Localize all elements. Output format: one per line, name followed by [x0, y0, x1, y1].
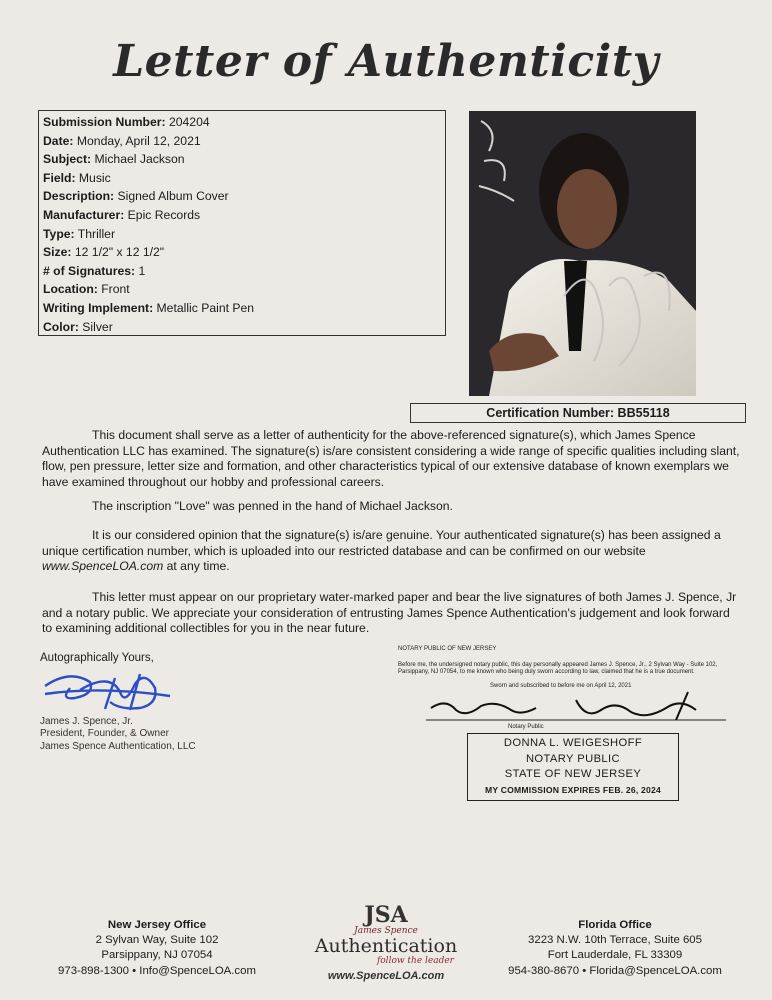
logo-authentication: Authentication — [314, 935, 458, 957]
info-key: Color: — [43, 319, 79, 334]
signer-block — [40, 652, 300, 753]
info-value: Michael Jackson — [94, 152, 185, 167]
album-cover-illustration — [469, 111, 696, 396]
info-key: Field: — [43, 170, 76, 185]
info-value: 204204 — [168, 115, 210, 129]
stamp-line: NOTARY PUBLIC — [525, 752, 621, 765]
office-contact[interactable]: 973-898-1300 • Info@SpenceLOA.com — [58, 964, 256, 977]
info-row — [43, 113, 445, 132]
info-key: Date: — [43, 133, 74, 148]
album-cover-photo — [469, 111, 696, 396]
info-key: Description: — [43, 189, 115, 204]
stamp-line: MY COMMISSION EXPIRES FEB. 26, 2024 — [485, 784, 661, 795]
info-row — [43, 299, 445, 318]
notary-heading: NOTARY PUBLIC OF NEW JERSEY — [398, 646, 497, 652]
info-row — [43, 169, 445, 188]
page-title: Letter of Authenticity — [113, 36, 659, 87]
info-row — [43, 187, 445, 206]
info-value: Metallic Paint Pen — [156, 300, 255, 315]
office-heading: New Jersey Office — [107, 919, 207, 931]
info-row — [43, 318, 445, 337]
website-link[interactable]: www.SpenceLOA.com — [42, 559, 164, 573]
signer-name: James J. Spence, Jr. — [40, 716, 133, 727]
notary-sworn: Sworn and subscribed to before me on April 12, 2021 — [490, 682, 632, 689]
stamp-line: DONNA L. WEIGESHOFF — [503, 737, 643, 749]
info-value: 1 — [138, 263, 146, 278]
info-value: Music — [78, 170, 111, 185]
logo-website-link[interactable]: www.SpenceLOA.com — [327, 970, 445, 982]
submission-info-box — [38, 110, 446, 336]
office-line: 2 Sylvan Way, Suite 102 — [95, 934, 219, 947]
info-row — [43, 280, 445, 299]
info-value: Signed Album Cover — [117, 189, 229, 204]
info-key: Type: — [43, 226, 75, 241]
signer-role: President, Founder, & Owner — [40, 728, 169, 740]
office-line: Fort Lauderdale, FL 33309 — [547, 949, 683, 962]
info-value: Monday, April 12, 2021 — [76, 133, 201, 148]
info-row — [43, 206, 445, 225]
jsa-logo — [300, 904, 472, 982]
signer-company: James Spence Authentication, LLC — [40, 740, 196, 752]
paragraph-opinion: It is our considered opinion that the signature(s) is/are genuine. Your authenticated signature(s) has been assigned a unique certification number, which is uploaded into our restricted database and can be confirmed on our website www.SpenceLOA.com at any time. — [42, 528, 721, 573]
paragraph-watermark: This letter must appear on our proprietary water-marked paper and bear the live signatures of both James J. Spence, Jr and a notary public. We appreciate your consideration of entrusting James Spence Authentication's judgement and look forward to examining additional collectibles for you in the near future. — [42, 590, 737, 635]
info-key: Writing Implement: — [43, 300, 154, 315]
notary-block — [398, 646, 738, 732]
info-row — [43, 243, 445, 262]
office-contact[interactable]: 954-380-8670 • Florida@SpenceLOA.com — [508, 964, 722, 977]
office-line: Parsippany, NJ 07054 — [101, 949, 213, 962]
info-key: Submission Number: — [43, 115, 166, 129]
info-key: Size: — [43, 245, 72, 260]
notary-statement: Before me, the undersigned notary public, this day personally appeared James J. Spence, Jr., 2 Sylvan Way - Suite 102, Parsippany, NJ 07054, to me known who being duly sworn according to law, claimed that he is a true document. — [398, 661, 718, 676]
signature-notary — [426, 690, 726, 724]
info-value: Thriller — [77, 226, 116, 241]
info-row — [43, 262, 445, 281]
notary-stamp — [467, 733, 679, 801]
certification-number: Certification Number: BB55118 — [410, 403, 746, 423]
logo-james-spence: James Spence — [354, 926, 418, 936]
info-row — [43, 225, 445, 244]
info-key: Location: — [43, 282, 98, 297]
info-row — [43, 150, 445, 169]
closing-text: Autographically Yours, — [40, 652, 154, 664]
info-row — [43, 132, 445, 151]
info-key: Manufacturer: — [43, 207, 125, 222]
office-heading: Florida Office — [578, 919, 652, 931]
notary-label: Notary Public — [508, 724, 544, 731]
logo-jsa: JSA — [364, 902, 408, 928]
paragraph-authenticity: This document shall serve as a letter of authenticity for the above-referenced signature(s), which James Spence Authentication LLC has examined. The signature(s) is/are consistent considering a wide range of specific qualities including slant, flow, pen pressure, letter size and formation, and other characteristics typical of our extensive database of known exemplars we have examined throughout our hobby and professional careers. — [42, 428, 740, 489]
office-line: 3223 N.W. 10th Terrace, Suite 605 — [528, 934, 702, 947]
office-new-jersey — [42, 918, 272, 979]
info-value: Epic Records — [127, 207, 201, 222]
info-key: Subject: — [43, 152, 92, 167]
info-value: Front — [101, 282, 130, 297]
info-value: Silver — [82, 319, 113, 334]
logo-tagline: follow the leader — [376, 956, 454, 966]
signature-spence — [40, 664, 180, 714]
stamp-line: STATE OF NEW JERSEY — [504, 768, 642, 780]
office-florida — [500, 918, 730, 979]
info-key: # of Signatures: — [43, 263, 136, 278]
paragraph-inscription: The inscription "Love" was penned in the hand of Michael Jackson. — [92, 499, 453, 513]
info-value: 12 1/2" x 12 1/2" — [74, 245, 165, 260]
